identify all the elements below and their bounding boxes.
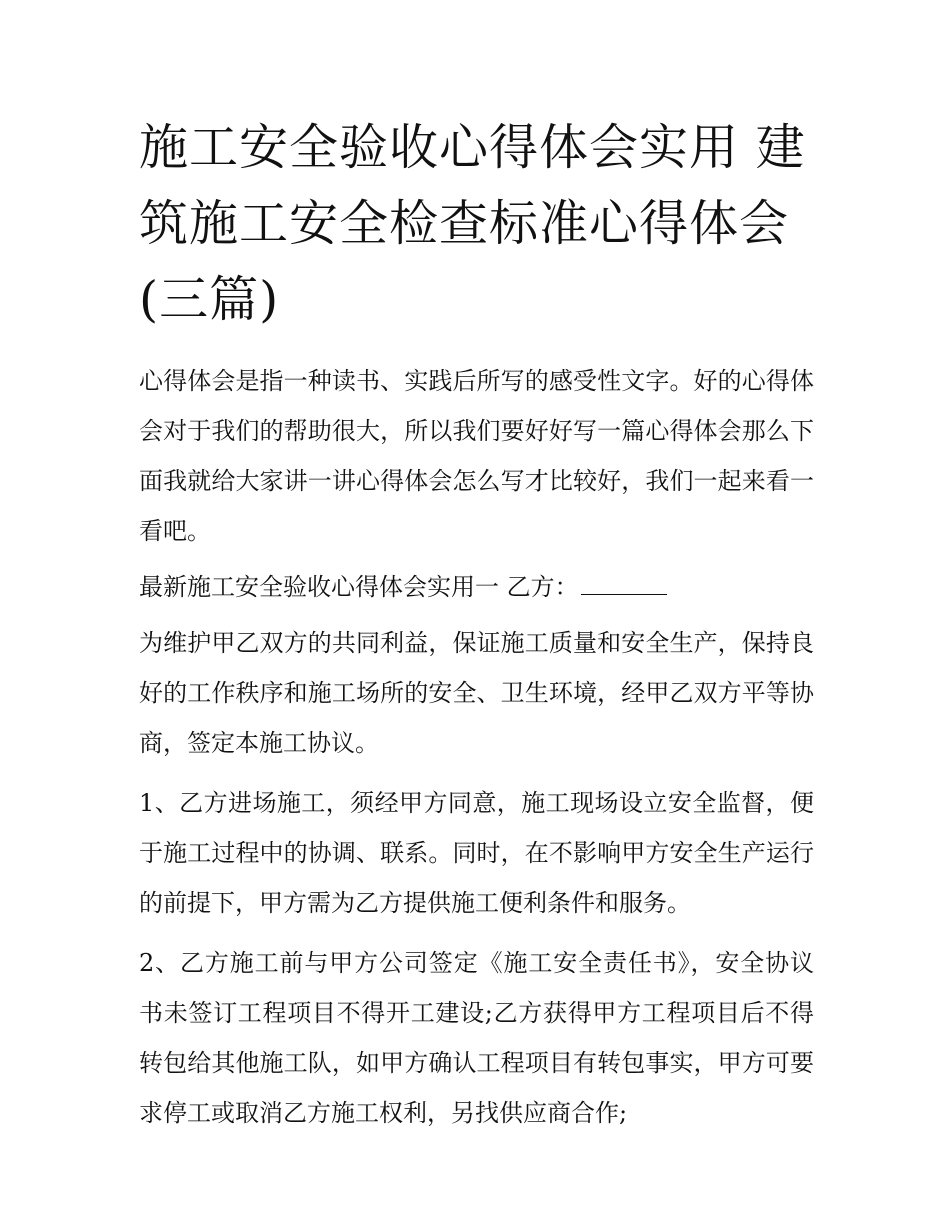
clause-1-paragraph: 1、乙方进场施工，须经甲方同意，施工现场设立安全监督，便于施工过程中的协调、联系。同时，在不影响甲方安全生产运行的前提下，甲方需为乙方提供施工便利条件和服务。 <box>139 789 814 917</box>
purpose-paragraph: 为维护甲乙双方的共同利益，保证施工质量和安全生产，保持良好的工作秩序和施工场所的安全、卫生环境，经甲乙双方平等协商，签定本施工协议。 <box>139 629 814 757</box>
section-heading <box>139 562 814 612</box>
document-title: 施工安全验收心得体会实用 建筑施工安全检查标准心得体会(三篇) <box>139 119 806 328</box>
clause-2-paragraph: 2、乙方施工前与甲方公司签定《施工安全责任书》，安全协议书未签订工程项目不得开工建设;乙方获得甲方工程项目后不得转包给其他施工队，如甲方确认工程项目有转包事实，甲方可要求停工或取消乙方施工权利，另找供应商合作; <box>139 949 814 1127</box>
intro-paragraph: 心得体会是指一种读书、实践后所写的感受性文字。好的心得体会对于我们的帮助很大，所以我们要好好写一篇心得体会那么下面我就给大家讲一讲心得体会怎么写才比较好，我们一起来看一看吧。 <box>139 367 814 545</box>
section-heading-text: 最新施工安全验收心得体会实用一 乙方： <box>139 573 579 601</box>
blank-line <box>581 572 667 595</box>
document-body <box>139 356 814 1138</box>
document-content <box>139 110 814 1148</box>
